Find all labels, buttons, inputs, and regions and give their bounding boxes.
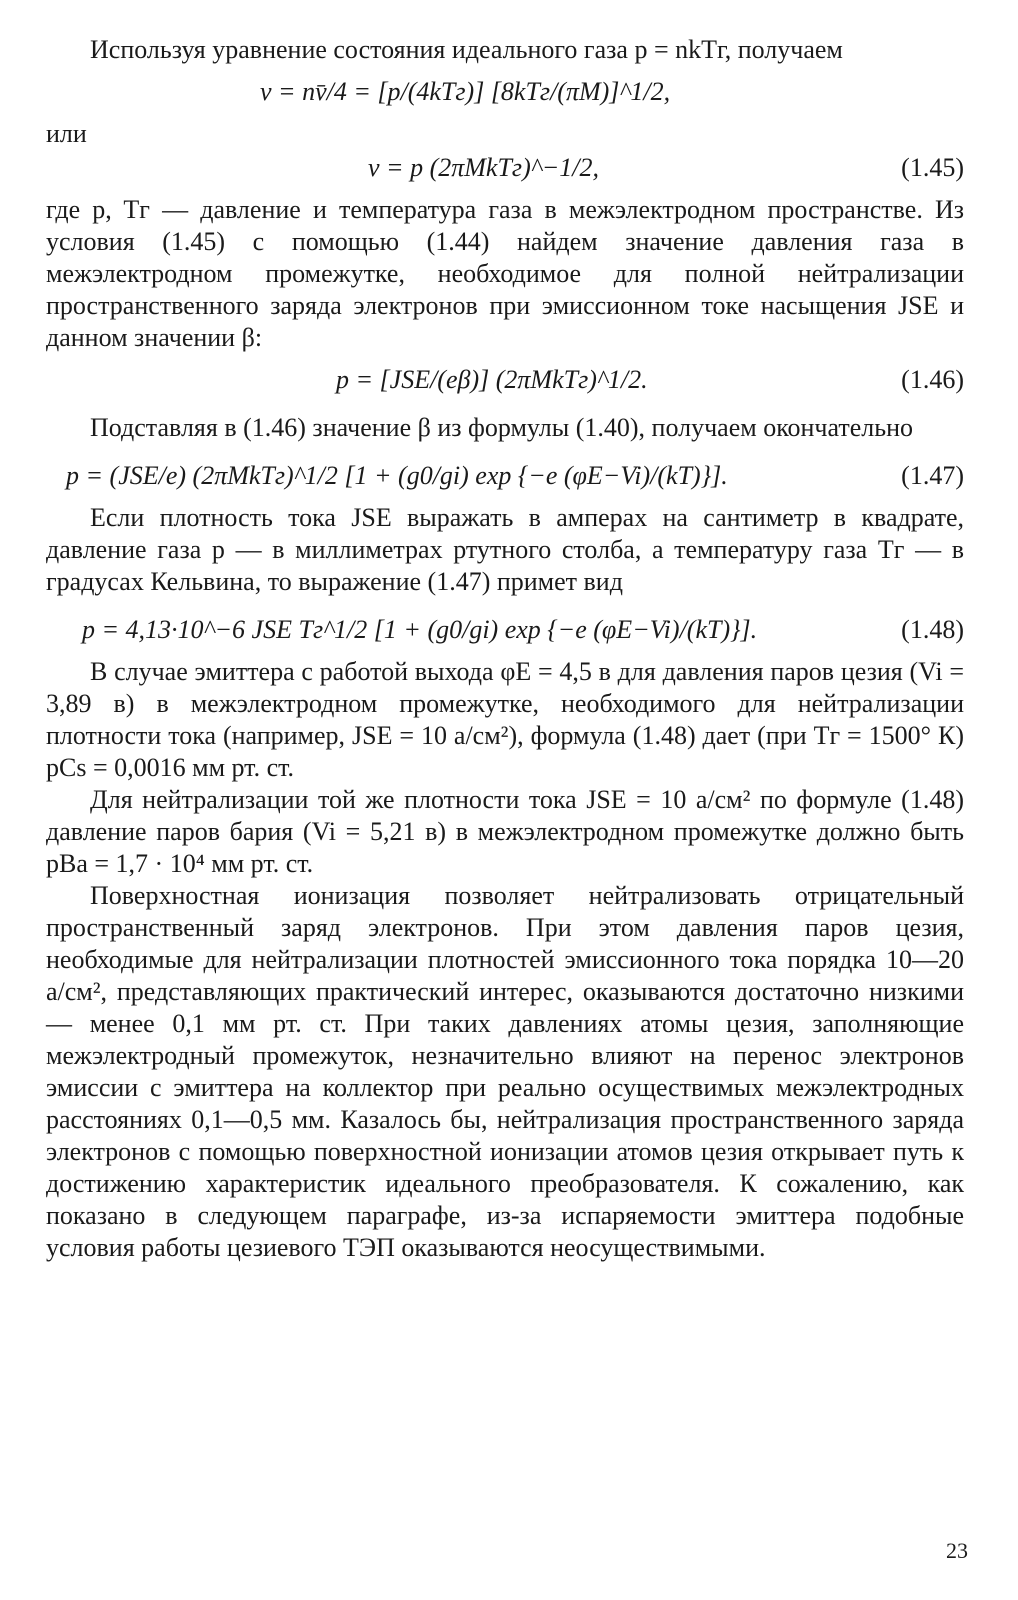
page-number: 23 [946, 1538, 968, 1563]
equation-formula: p = (JSE/e) (2πMkTг)^1/2 [1 + (g0/gi) exp {−e (φE−Vi)/(kT)}]. [66, 461, 728, 490]
paragraph-3: где p, Tг — давление и температура газа в межэлектродном пространстве. Из условия (1.45) с помощью (1.44) найдем значение давления газа в межэлектродном промежутке, необходимое для полной нейтрализации пространственного заряда электронов при эмиссионном токе насыщения JSE и данном значении β: [46, 195, 964, 352]
equation-number: (1.45) [901, 153, 964, 182]
equation-formula: p = 4,13·10^−6 JSE Tг^1/2 [1 + (g0/gi) exp {−e (φE−Vi)/(kT)}]. [82, 615, 758, 644]
paragraph-8: Поверхностная ионизация позволяет нейтрализовать отрицательный пространственный заряд электронов. При этом давления паров цезия, необходимые для нейтрализации плотностей эмиссионного тока порядка 10—20 а/см², представляющих практический интерес, оказываются достаточно низкими — менее 0,1 мм рт. ст. При таких давлениях атомы цезия, заполняющие межэлектродный промежуток, незначительно влияют на перенос электронов эмиссии с эмиттера на коллектор при реально осуществимых межэлектродных расстояниях 0,1—0,5 мм. Казалось бы, нейтрализация пространственного заряда электронов с помощью поверхностной ионизации атомов цезия открывает путь к достижению характеристик идеального преобразователя. К сожалению, как показано в следующем параграфе, из-за испаряемости эмиттера подобные условия работы цезиевого ТЭП оказываются неосуществимыми. [46, 881, 964, 1262]
paragraph-6: В случае эмиттера с работой выхода φE = 4,5 в для давления паров цезия (Vi = 3,89 в) в межэлектродном промежутке, необходимого для нейтрализации плотности тока (например, JSE = 10 а/см²), формула (1.48) дает (при Tг = 1500° К) pCs = 0,0016 мм рт. ст. [46, 657, 964, 782]
equation-1-48 [46, 612, 964, 648]
equation-formula: p = [JSE/(eβ)] (2πMkTг)^1/2. [336, 365, 648, 394]
paragraph-2: или [46, 119, 87, 148]
equation-nu [46, 74, 964, 110]
equation-1-47 [46, 458, 964, 494]
equation-formula: ν = p (2πMkTг)^−1/2, [368, 153, 599, 182]
paragraph-1: Используя уравнение состояния идеального газа p = nkTг, получаем [90, 35, 843, 64]
paragraph-7: Для нейтрализации той же плотности тока JSE = 10 а/см² по формуле (1.48) давление паров бария (Vi = 5,21 в) в межэлектродном промежутке должно быть pBa = 1,7 · 10⁴ мм рт. ст. [46, 785, 964, 878]
page-body [46, 34, 964, 1264]
equation-1-46 [46, 362, 964, 398]
paragraph-4: Подставляя в (1.46) значение β из формулы (1.40), получаем окончательно [90, 413, 914, 442]
equation-formula: ν = nv̄/4 = [p/(4kTг)] [8kTг/(πM)]^1/2, [260, 77, 671, 106]
equation-number: (1.47) [901, 461, 964, 490]
equation-1-45 [46, 150, 964, 186]
paragraph-5: Если плотность тока JSE выражать в амперах на сантиметр в квадрате, давление газа p — в миллиметрах ртутного столба, а температуру газа Tг — в градусах Кельвина, то выражение (1.47) примет вид [46, 503, 964, 596]
equation-number: (1.48) [901, 615, 964, 644]
equation-number: (1.46) [901, 365, 964, 394]
